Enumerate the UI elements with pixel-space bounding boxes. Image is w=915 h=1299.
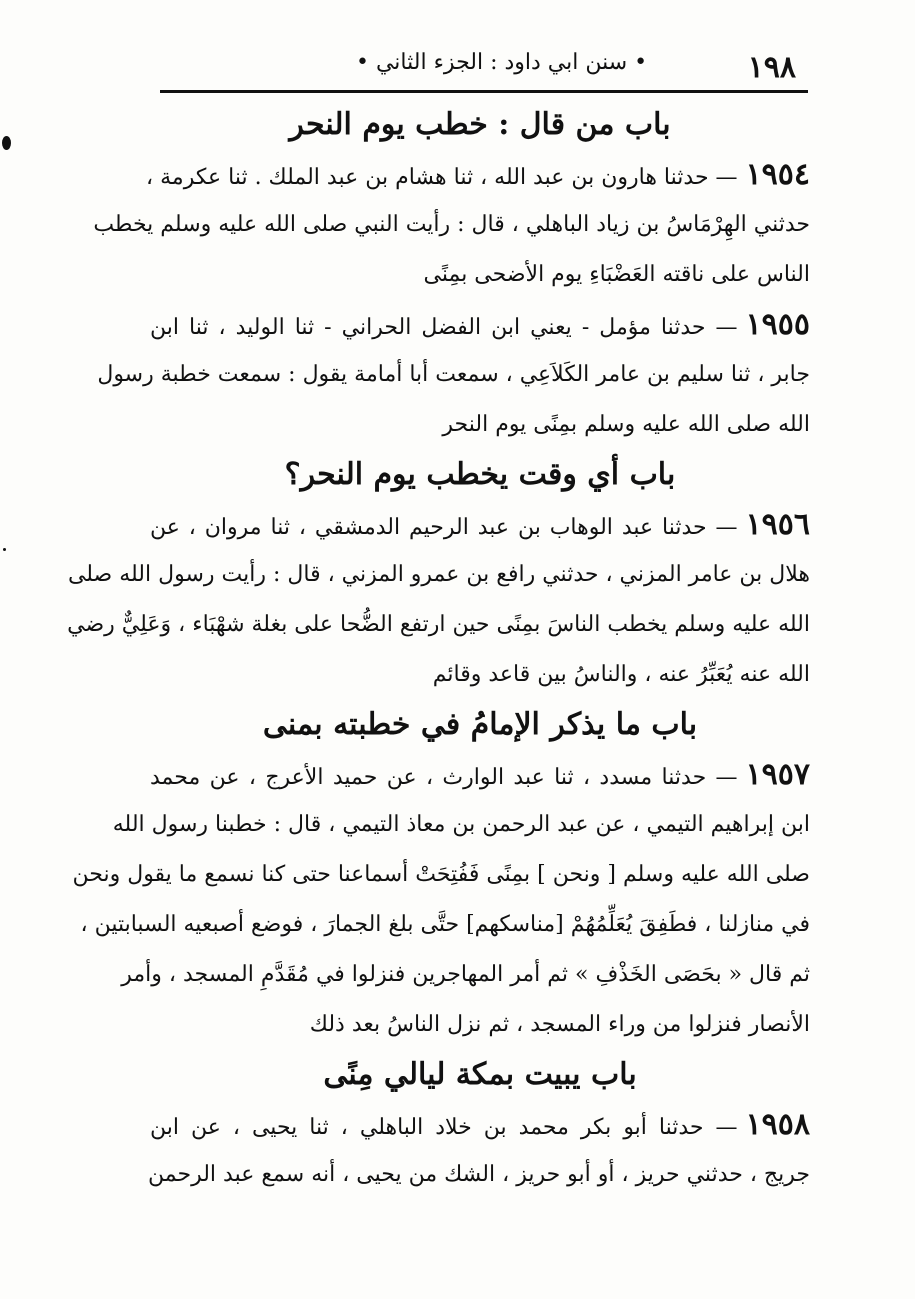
hadith-text: في منازلنا ، فطَفِقَ يُعَلِّمُهُمْ [مناسكهم] حتَّى بلغ الجمارَ ، فوضع أصبعيه السبابتين ، (80, 912, 810, 937)
hadith-line (150, 1150, 810, 1200)
hadith-text: الأنصار فنزلوا من وراء المسجد ، ثم نزل الناسُ بعد ذلك (309, 1012, 810, 1037)
chapter-heading: باب من قال : خطب يوم النحر (289, 107, 671, 142)
header-rule (160, 90, 808, 93)
hadith-text: — حدثنا مسدد ، ثنا عبد الوارث ، عن حميد الأعرج ، عن محمد (150, 765, 738, 790)
hadith-text: حدثني الهِرْمَاسُ بن زياد الباهلي ، قال : رأيت النبي صلى الله عليه وسلم يخطب (93, 212, 810, 237)
running-title: • سنن ابي داود : الجزء الثاني • (356, 50, 648, 75)
hadith-text: هلال بن عامر المزني ، حدثني رافع بن عمرو المزني ، قال : رأيت رسول الله صلى (67, 562, 810, 587)
hadith-line (150, 650, 810, 700)
hadith-line (72, 850, 810, 900)
hadith-number: ١٩٥٦ (745, 507, 810, 542)
hadith-number: ١٩٥٨ (745, 1107, 810, 1142)
hadith-line (150, 300, 810, 350)
hadith-text: الله عنه يُعَبِّرُ عنه ، والناسُ بين قاعد وقائم (432, 662, 810, 687)
hadith-line (150, 400, 810, 450)
hadith-text: جابر ، ثنا سليم بن عامر الكَلاَعِي ، سمعت أبا أمامة يقول : سمعت خطبة رسول (97, 362, 810, 387)
margin-mark (2, 136, 11, 150)
hadith-line (150, 750, 810, 800)
hadith-line (67, 550, 810, 600)
chapter-heading: باب أي وقت يخطب يوم النحر؟ (284, 457, 676, 492)
hadith-text: الناس على ناقته العَضْبَاءِ يوم الأضحى بمِنًى (423, 262, 810, 287)
hadith-line (150, 250, 810, 300)
chapter-heading: باب يبيت بمكة ليالي مِنًى (323, 1057, 637, 1092)
hadith-number: ١٩٥٧ (745, 757, 810, 792)
page-body (67, 100, 810, 1200)
page-number: ١٩٨ (747, 50, 796, 85)
hadith-text: — حدثنا أبو بكر محمد بن خلاد الباهلي ، ثنا يحيى ، عن ابن (150, 1115, 738, 1140)
hadith-line (93, 200, 810, 250)
hadith-text: جريج ، حدثني حريز ، أو أبو حريز ، الشك من يحيى ، أنه سمع عبد الرحمن (148, 1162, 810, 1187)
hadith-text: الله صلى الله عليه وسلم بمِنًى يوم النحر (442, 412, 810, 437)
hadith-text: — حدثنا عبد الوهاب بن عبد الرحيم الدمشقي ، ثنا مروان ، عن (150, 515, 738, 540)
hadith-text: صلى الله عليه وسلم [ ونحن ] بمِنًى فَفُتِحَتْ أسماعنا حتى كنا نسمع ما يقول ونحن (72, 862, 810, 887)
hadith-line (150, 1100, 810, 1150)
page-header (160, 40, 808, 90)
hadith-line (112, 800, 810, 850)
hadith-line (121, 950, 810, 1000)
hadith-line (150, 1000, 810, 1050)
hadith-text: الله عليه وسلم يخطب الناسَ بمِنًى حين ارتفع الضُّحا على بغلة شهْبَاء ، وَعَلِيٌّ رضي (67, 612, 810, 637)
hadith-text: ابن إبراهيم التيمي ، عن عبد الرحمن بن معاذ التيمي ، قال : خطبنا رسول الله (112, 812, 810, 837)
hadith-number: ١٩٥٤ (745, 157, 810, 192)
margin-speck (3, 548, 6, 551)
hadith-text: — حدثنا مؤمل - يعني ابن الفضل الحراني - ثنا الوليد ، ثنا ابن (150, 315, 738, 340)
hadith-text: — حدثنا هارون بن عبد الله ، ثنا هشام بن عبد الملك . ثنا عكرمة ، (146, 165, 738, 190)
hadith-line (146, 150, 810, 200)
hadith-text: ثم قال « بحَصَى الخَذْفِ » ثم أمر المهاجرين فنزلوا في مُقَدَّمِ المسجد ، وأمر (121, 962, 810, 987)
chapter-heading: باب ما يذكر الإمامُ في خطبته بمنى (262, 707, 698, 742)
hadith-line (80, 900, 810, 950)
hadith-line (150, 500, 810, 550)
hadith-line (97, 350, 810, 400)
hadith-line (67, 600, 810, 650)
hadith-number: ١٩٥٥ (745, 307, 810, 342)
